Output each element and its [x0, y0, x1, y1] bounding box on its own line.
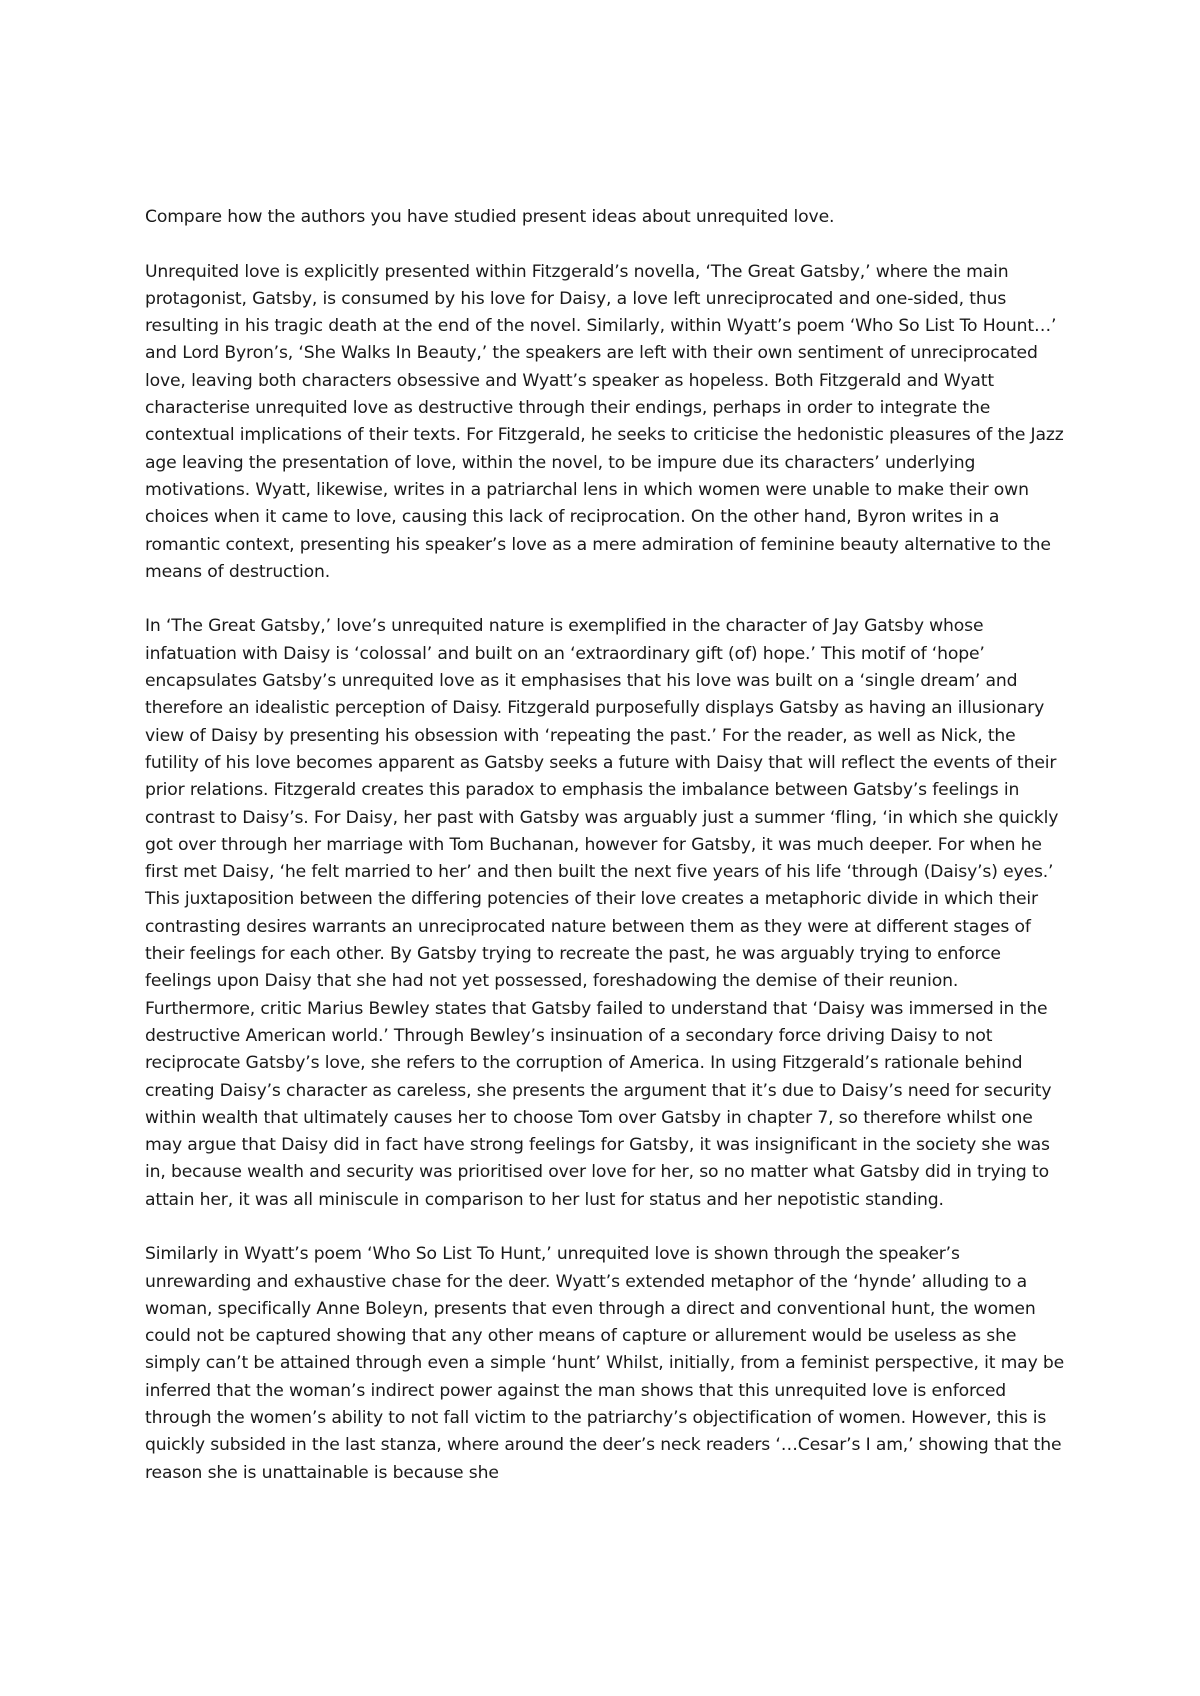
- paragraph-introduction: Unrequited love is explicitly presented within Fitzgerald’s novella, ‘The Great Gatsby,’ where the main protagonist, Gatsby, is consumed by his love for Daisy, a love left unreciprocated and one-sided, thus resulting in his tragic death at the end of the novel. Similarly, within Wyatt’s poem ‘Who So List To Hount…’ and Lord Byron’s, ‘She Walks In Beauty,’ the speakers are left with their own sentiment of unreciprocated love, leaving both characters obsessive and Wyatt’s speaker as hopeless. Both Fitzgerald and Wyatt characterise unrequited love as destructive through their endings, perhaps in order to integrate the contextual implications of their texts. For Fitzgerald, he seeks to criticise the hedonistic pleasures of the Jazz age leaving the presentation of love, within the novel, to be impure due its characters’ underlying motivations. Wyatt, likewise, writes in a patriarchal lens in which women were unable to make their own choices when it came to love, causing this lack of reciprocation. On the other hand, Byron writes in a romantic context, presenting his speaker’s love as a mere admiration of feminine beauty alternative to the means of destruction.: [145, 261, 1064, 582]
- essay-body: [145, 204, 1067, 1514]
- essay-question: Compare how the authors you have studied present ideas about unrequited love.: [145, 207, 835, 227]
- paragraph-wyatt: Similarly in Wyatt’s poem ‘Who So List To Hunt,’ unrequited love is shown through the speaker’s unrewarding and exhaustive chase for the deer. Wyatt’s extended metaphor of the ‘hynde’ alluding to a woman, specifically Anne Boleyn, presents that even through a direct and conventional hunt, the women could not be captured showing that any other means of capture or allurement would be useless as she simply can’t be attained through even a simple ‘hunt’ Whilst, initially, from a feminist perspective, it may be inferred that the woman’s indirect power against the man shows that this unrequited love is enforced through the women’s ability to not fall victim to the patriarchy’s objectification of women. However, this is quickly subsided in the last stanza, where around the deer’s neck readers ‘…Cesar’s I am,’ showing that the reason she is unattainable is because she: [145, 1244, 1065, 1483]
- paragraph-great-gatsby: In ‘The Great Gatsby,’ love’s unrequited nature is exemplified in the character of Jay Gatsby whose infatuation with Daisy is ‘colossal’ and built on an ‘extraordinary gift (of) hope.’ This motif of ‘hope’ encapsulates Gatsby’s unrequited love as it emphasises that his love was built on a ‘single dream’ and therefore an idealistic perception of Daisy. Fitzgerald purposefully displays Gatsby as having an illusionary view of Daisy by presenting his obsession with ‘repeating the past.’ For the reader, as well as Nick, the futility of his love becomes apparent as Gatsby seeks a future with Daisy that will reflect the events of their prior relations. Fitzgerald creates this paradox to emphasis the imbalance between Gatsby’s feelings in contrast to Daisy’s. For Daisy, her past with Gatsby was arguably just a summer ‘fling, ‘in which she quickly got over through her marriage with Tom Buchanan, however for Gatsby, it was much deeper. For when he first met Daisy, ‘he felt married to her’ and then built the next five years of his life ‘through (Daisy’s) eyes.’ This juxtaposition between the differing potencies of their love creates a metaphoric divide in which their contrasting desires warrants an unreciprocated nature between them as they were at different stages of their feelings for each other. By Gatsby trying to recreate the past, he was arguably trying to enforce feelings upon Daisy that she had not yet possessed, foreshadowing the demise of their reunion. Furthermore, critic Marius Bewley states that Gatsby failed to understand that ‘Daisy was immersed in the destructive American world.’ Through Bewley’s insinuation of a secondary force driving Daisy to not reciprocate Gatsby’s love, she refers to the corruption of America. In using Fitzgerald’s rationale behind creating Daisy’s character as careless, she presents the argument that it’s due to Daisy’s need for security within wealth that ultimately causes her to choose Tom over Gatsby in chapter 7, so therefore whilst one may argue that Daisy did in fact have strong feelings for Gatsby, it was insignificant in the society she was in, because wealth and security was prioritised over love for her, so no matter what Gatsby did in trying to attain her, it was all miniscule in comparison to her lust for status and her nepotistic standing.: [145, 616, 1059, 1210]
